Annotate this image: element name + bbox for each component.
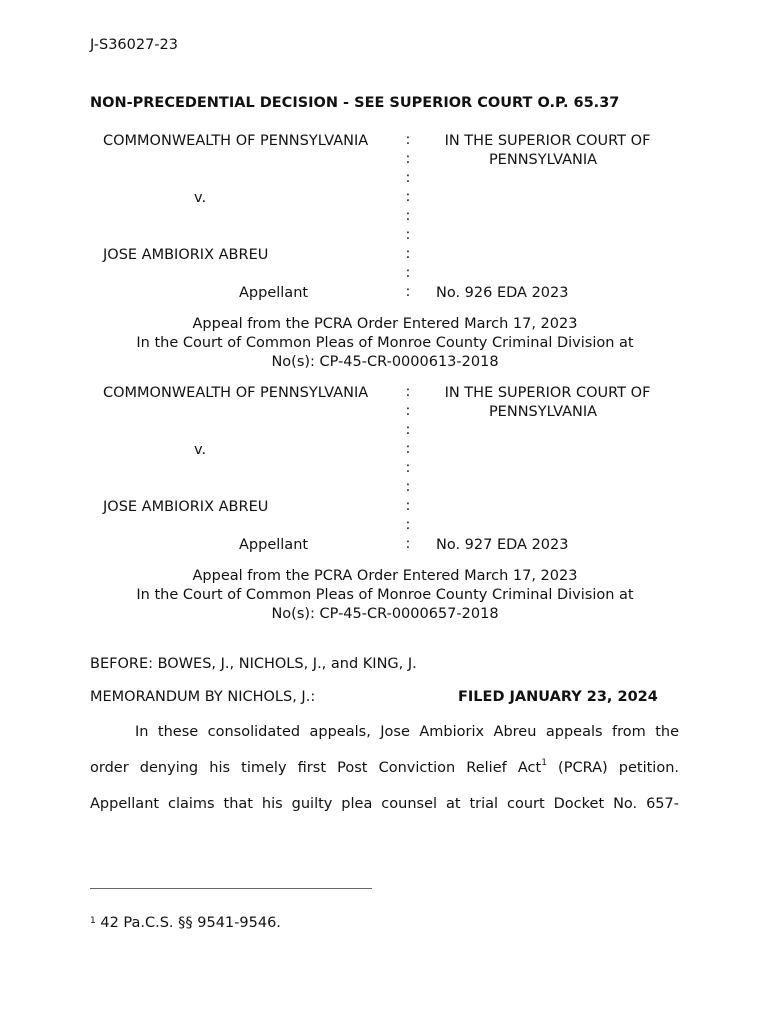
plaintiff-name: COMMONWEALTH OF PENNSYLVANIA bbox=[103, 133, 369, 149]
body-text: (PCRA) petition. bbox=[546, 760, 680, 776]
docket-number: No. 927 EDA 2023 bbox=[436, 537, 569, 553]
defendant-name: JOSE AMBIORIX ABREU bbox=[103, 499, 269, 515]
body-line bbox=[90, 760, 679, 776]
footnote-marker: 1 bbox=[90, 916, 96, 926]
body-line: Appellant claims that his guilty plea counsel at trial court Docket No. 657- bbox=[90, 796, 679, 812]
footnote-reference[interactable]: 1 bbox=[541, 758, 547, 768]
appeal-info-line1: Appeal from the PCRA Order Entered March 17, 2023 bbox=[192, 568, 578, 584]
appeal-info-line2: In the Court of Common Pleas of Monroe County Criminal Division at bbox=[136, 335, 634, 351]
filed-date: FILED JANUARY 23, 2024 bbox=[458, 689, 658, 705]
appeal-info-line1: Appeal from the PCRA Order Entered March 17, 2023 bbox=[192, 316, 578, 332]
appellant-label: Appellant bbox=[239, 285, 309, 301]
defendant-name: JOSE AMBIORIX ABREU bbox=[103, 247, 269, 263]
panel-judges: BEFORE: BOWES, J., NICHOLS, J., and KING, J. bbox=[90, 656, 417, 672]
court-name-line1: IN THE SUPERIOR COURT OF bbox=[444, 385, 651, 401]
court-name-line2: PENNSYLVANIA bbox=[488, 404, 598, 420]
memorandum-author: MEMORANDUM BY NICHOLS, J.: bbox=[90, 689, 316, 705]
document-page: J-S36027-23 NON-PRECEDENTIAL DECISION - SEE SUPERIOR COURT O.P. 65.37 COMMONWEALTH OF PENNSYLVANIA v. JOSE AMBIORIX ABREU Appellant : : : : : : : : : IN THE SUPERIOR COURT OF PENNSYLVANIA No. 926 EDA 2023 Appeal from the PCRA Order Entered March 17, 2023 In the Court of Common Pleas of Monroe County Criminal Division at No(s): CP-45-CR-0000613-2018 COMMONWEALTH OF PENNSYLVANIA v. JOSE AMBIORIX ABREU Appellant : : : : : : : : : IN THE SUPERIOR COURT OF PENNSYLVANIA No. 927 EDA 2023 Appeal from the PCRA Order Entered March 17, 2023 In the Court of Common Pleas of Monroe County Criminal Division at No(s): CP-45-CR-0000657-2018 BEFORE: BOWES, J., NICHOLS, J., and KING, J. MEMORANDUM BY NICHOLS, J.: FILED JANUARY 23, 2024 In these consolidated appeals, Jose Ambiorix Abreu appeals from the order denying his timely first Post Conviction Relief Act$^1$ (PCRA) petition. Appellant claims that his guilty plea counsel at trial court Docket No. 657- $^1$ 42 Pa.C.S. §§ 9541-9546. bbox=[0, 0, 770, 1024]
appeal-info-line2: In the Court of Common Pleas of Monroe County Criminal Division at bbox=[136, 587, 634, 603]
court-name-line2: PENNSYLVANIA bbox=[488, 152, 598, 168]
appeal-info-line3: No(s): CP-45-CR-0000657-2018 bbox=[271, 606, 499, 622]
footnote bbox=[90, 914, 281, 933]
plaintiff-name: COMMONWEALTH OF PENNSYLVANIA bbox=[103, 385, 369, 401]
footnote-divider bbox=[90, 888, 372, 889]
versus-label: v. bbox=[194, 190, 207, 206]
versus-label: v. bbox=[194, 442, 207, 458]
appellant-label: Appellant bbox=[239, 537, 309, 553]
footnote-text: 42 Pa.C.S. §§ 9541-9546. bbox=[100, 915, 281, 931]
court-name-line1: IN THE SUPERIOR COURT OF bbox=[444, 133, 651, 149]
appeal-info-line3: No(s): CP-45-CR-0000613-2018 bbox=[271, 354, 499, 370]
body-line: In these consolidated appeals, Jose Ambiorix Abreu appeals from the bbox=[135, 724, 679, 740]
docket-number: No. 926 EDA 2023 bbox=[436, 285, 569, 301]
docket-code: J-S36027-23 bbox=[90, 37, 179, 53]
non-precedential-designation: NON-PRECEDENTIAL DECISION - SEE SUPERIOR COURT O.P. 65.37 bbox=[90, 95, 620, 111]
body-text: order denying his timely first Post Conviction Relief Act bbox=[90, 760, 542, 776]
